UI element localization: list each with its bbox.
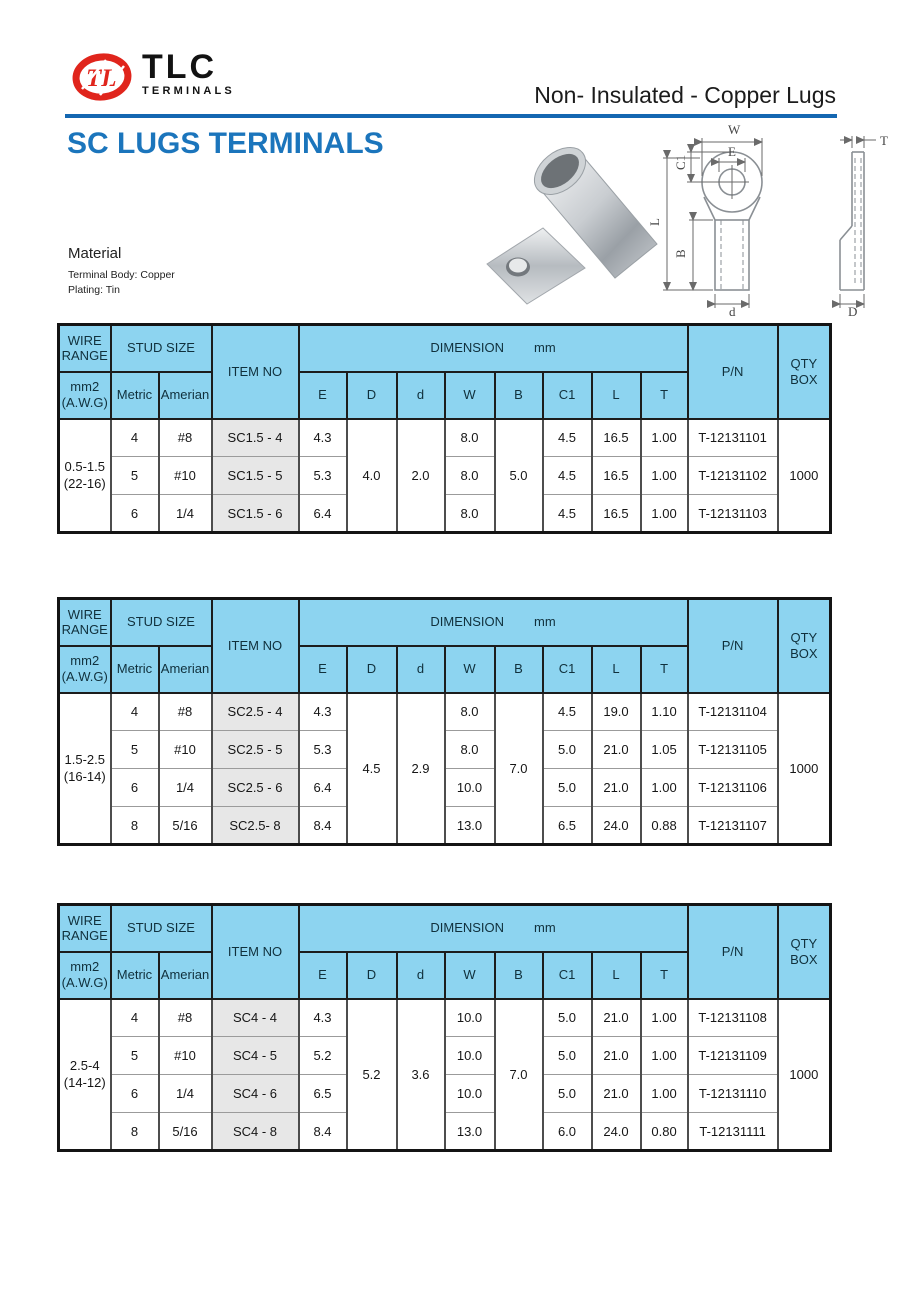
cell-dim-l: 19.0 bbox=[592, 693, 641, 731]
col-dim-w: W bbox=[445, 646, 495, 693]
cell-american: 1/4 bbox=[159, 769, 212, 807]
col-dim-b: B bbox=[495, 952, 543, 999]
col-wire-range: WIRE RANGE bbox=[59, 599, 111, 646]
cell-item-no: SC2.5 - 4 bbox=[212, 693, 299, 731]
cell-dim-w: 10.0 bbox=[445, 999, 495, 1037]
cell-american: #8 bbox=[159, 999, 212, 1037]
product-line-title: Non- Insulated - Copper Lugs bbox=[534, 82, 836, 108]
col-item-no: ITEM NO bbox=[212, 325, 299, 419]
brand-name: TLC bbox=[142, 48, 218, 86]
cell-part-number: T-12131109 bbox=[688, 1037, 778, 1075]
col-metric: Metric bbox=[111, 646, 159, 693]
dim-label-l: L bbox=[647, 218, 662, 226]
col-dim-w: W bbox=[445, 952, 495, 999]
col-american: Amerian bbox=[159, 952, 212, 999]
material-heading: Material bbox=[68, 245, 122, 262]
cell-dim-e: 4.3 bbox=[299, 693, 347, 731]
spec-row bbox=[59, 1037, 831, 1075]
cell-part-number: T-12131101 bbox=[688, 419, 778, 457]
cell-dim-w: 8.0 bbox=[445, 457, 495, 495]
cell-dim-t: 1.00 bbox=[641, 457, 688, 495]
cell-dim-l: 16.5 bbox=[592, 457, 641, 495]
cell-part-number: T-12131102 bbox=[688, 457, 778, 495]
col-item-no: ITEM NO bbox=[212, 599, 299, 693]
cell-qty: 1000 bbox=[778, 693, 831, 845]
spec-row bbox=[59, 769, 831, 807]
cell-dim-d2: 2.0 bbox=[397, 419, 445, 533]
cell-item-no: SC1.5 - 4 bbox=[212, 419, 299, 457]
wire-range-awg: (22-16) bbox=[63, 476, 106, 492]
cell-dim-e: 8.4 bbox=[299, 807, 347, 845]
cell-american: 5/16 bbox=[159, 1113, 212, 1151]
brand-logo bbox=[72, 48, 235, 102]
spec-row bbox=[59, 731, 831, 769]
col-dim-e: E bbox=[299, 952, 347, 999]
spec-row bbox=[59, 693, 831, 731]
cell-dim-e: 5.2 bbox=[299, 1037, 347, 1075]
page-title: SC LUGS TERMINALS bbox=[67, 127, 384, 160]
dim-label-c1: C1 bbox=[673, 154, 688, 170]
cell-item-no: SC1.5 - 6 bbox=[212, 495, 299, 533]
cell-metric: 4 bbox=[111, 693, 159, 731]
cell-dim-b: 7.0 bbox=[495, 999, 543, 1151]
col-dim-d2: d bbox=[397, 952, 445, 999]
dim-label-t: T bbox=[880, 133, 888, 148]
cell-dim-t: 1.05 bbox=[641, 731, 688, 769]
cell-dim-t: 1.00 bbox=[641, 495, 688, 533]
cell-dim-e: 5.3 bbox=[299, 457, 347, 495]
wire-range-wire_range: 2.5-4 bbox=[69, 1058, 100, 1074]
cell-dim-l: 16.5 bbox=[592, 495, 641, 533]
cell-metric: 8 bbox=[111, 807, 159, 845]
cell-dim-d: 4.5 bbox=[347, 693, 397, 845]
material-body: Terminal Body: Copper bbox=[68, 269, 175, 281]
material-plating: Plating: Tin bbox=[68, 284, 120, 296]
cell-metric: 6 bbox=[111, 769, 159, 807]
col-dim-w: W bbox=[445, 372, 495, 419]
wire-range-wire_range: 0.5-1.5 bbox=[64, 459, 105, 475]
cell-metric: 4 bbox=[111, 419, 159, 457]
dim-label-e: E bbox=[728, 144, 736, 159]
col-metric: Metric bbox=[111, 952, 159, 999]
cell-metric: 6 bbox=[111, 495, 159, 533]
cell-item-no: SC4 - 4 bbox=[212, 999, 299, 1037]
col-dim-l: L bbox=[592, 952, 641, 999]
cell-dim-b: 7.0 bbox=[495, 693, 543, 845]
col-dim-c1: C1 bbox=[543, 646, 592, 693]
cell-item-no: SC2.5- 8 bbox=[212, 807, 299, 845]
col-american: Amerian bbox=[159, 646, 212, 693]
cell-item-no: SC4 - 8 bbox=[212, 1113, 299, 1151]
col-dimension: DIMENSION mm bbox=[299, 325, 688, 372]
spec-row bbox=[59, 457, 831, 495]
cell-dim-w: 8.0 bbox=[445, 731, 495, 769]
col-wire-range: WIRE RANGE bbox=[59, 325, 111, 372]
cell-part-number: T-12131103 bbox=[688, 495, 778, 533]
cell-dim-d: 4.0 bbox=[347, 419, 397, 533]
cell-part-number: T-12131104 bbox=[688, 693, 778, 731]
col-pn: P/N bbox=[688, 325, 778, 419]
cell-wire-range bbox=[59, 693, 111, 845]
col-dimension: DIMENSION mm bbox=[299, 905, 688, 952]
cell-american: 1/4 bbox=[159, 1075, 212, 1113]
cell-american: 5/16 bbox=[159, 807, 212, 845]
col-stud-size: STUD SIZE bbox=[111, 905, 212, 952]
cell-dim-c1: 4.5 bbox=[543, 693, 592, 731]
col-item-no: ITEM NO bbox=[212, 905, 299, 999]
col-dim-t: T bbox=[641, 952, 688, 999]
front-view-drawing bbox=[637, 118, 812, 318]
cell-dim-c1: 6.5 bbox=[543, 807, 592, 845]
cell-part-number: T-12131106 bbox=[688, 769, 778, 807]
cell-wire-range bbox=[59, 419, 111, 533]
cell-american: 1/4 bbox=[159, 495, 212, 533]
col-dimension: DIMENSION mm bbox=[299, 599, 688, 646]
col-dim-l: L bbox=[592, 646, 641, 693]
cell-qty: 1000 bbox=[778, 999, 831, 1151]
cell-american: #10 bbox=[159, 1037, 212, 1075]
cell-dim-d2: 2.9 bbox=[397, 693, 445, 845]
col-dim-c1: C1 bbox=[543, 952, 592, 999]
spec-table-sc1-5 bbox=[57, 323, 832, 534]
cell-item-no: SC4 - 6 bbox=[212, 1075, 299, 1113]
material-section bbox=[68, 245, 175, 298]
cell-dim-w: 13.0 bbox=[445, 807, 495, 845]
cell-dim-t: 1.00 bbox=[641, 1075, 688, 1113]
cell-dim-c1: 4.5 bbox=[543, 419, 592, 457]
cell-dim-w: 8.0 bbox=[445, 495, 495, 533]
col-dim-d2: d bbox=[397, 646, 445, 693]
col-dim-d: D bbox=[347, 372, 397, 419]
col-metric: Metric bbox=[111, 372, 159, 419]
cell-dim-d: 5.2 bbox=[347, 999, 397, 1151]
cell-item-no: SC2.5 - 5 bbox=[212, 731, 299, 769]
col-dim-b: B bbox=[495, 372, 543, 419]
cell-dim-c1: 5.0 bbox=[543, 999, 592, 1037]
cell-dim-l: 21.0 bbox=[592, 999, 641, 1037]
cell-part-number: T-12131107 bbox=[688, 807, 778, 845]
cell-american: #8 bbox=[159, 419, 212, 457]
cell-american: #10 bbox=[159, 457, 212, 495]
cell-item-no: SC2.5 - 6 bbox=[212, 769, 299, 807]
col-dim-d2: d bbox=[397, 372, 445, 419]
cell-metric: 5 bbox=[111, 731, 159, 769]
cell-dim-e: 4.3 bbox=[299, 999, 347, 1037]
cell-item-no: SC4 - 5 bbox=[212, 1037, 299, 1075]
col-stud-size: STUD SIZE bbox=[111, 325, 212, 372]
cell-dim-e: 4.3 bbox=[299, 419, 347, 457]
cell-dim-t: 1.10 bbox=[641, 693, 688, 731]
cell-metric: 4 bbox=[111, 999, 159, 1037]
dim-label-d-small: d bbox=[729, 304, 736, 318]
col-stud-size: STUD SIZE bbox=[111, 599, 212, 646]
cell-dim-l: 24.0 bbox=[592, 807, 641, 845]
cell-dim-c1: 5.0 bbox=[543, 1037, 592, 1075]
col-american: Amerian bbox=[159, 372, 212, 419]
cell-metric: 6 bbox=[111, 1075, 159, 1113]
cell-dim-e: 6.4 bbox=[299, 769, 347, 807]
col-dim-e: E bbox=[299, 646, 347, 693]
col-dim-l: L bbox=[592, 372, 641, 419]
col-wire-range: WIRE RANGE bbox=[59, 905, 111, 952]
col-qty-box: QTY BOX bbox=[778, 599, 831, 693]
cell-dim-c1: 4.5 bbox=[543, 495, 592, 533]
cell-part-number: T-12131111 bbox=[688, 1113, 778, 1151]
cell-dim-l: 21.0 bbox=[592, 1037, 641, 1075]
cell-dim-t: 1.00 bbox=[641, 1037, 688, 1075]
cell-dim-c1: 5.0 bbox=[543, 769, 592, 807]
dim-label-w: W bbox=[728, 122, 741, 137]
col-dim-c1: C1 bbox=[543, 372, 592, 419]
cell-metric: 5 bbox=[111, 457, 159, 495]
cell-dim-w: 13.0 bbox=[445, 1113, 495, 1151]
col-dim-t: T bbox=[641, 646, 688, 693]
wire-range-wire_range: 1.5-2.5 bbox=[64, 752, 105, 768]
dim-label-d-big: D bbox=[848, 304, 858, 318]
cell-dim-b: 5.0 bbox=[495, 419, 543, 533]
cell-dim-w: 8.0 bbox=[445, 693, 495, 731]
cell-dim-w: 10.0 bbox=[445, 1037, 495, 1075]
cell-dim-w: 8.0 bbox=[445, 419, 495, 457]
col-qty-box: QTY BOX bbox=[778, 325, 831, 419]
col-dim-e: E bbox=[299, 372, 347, 419]
spec-row bbox=[59, 1113, 831, 1151]
cell-dim-e: 6.5 bbox=[299, 1075, 347, 1113]
spec-row bbox=[59, 1075, 831, 1113]
cell-dim-w: 10.0 bbox=[445, 1075, 495, 1113]
cell-dim-w: 10.0 bbox=[445, 769, 495, 807]
cell-part-number: T-12131110 bbox=[688, 1075, 778, 1113]
cell-metric: 8 bbox=[111, 1113, 159, 1151]
cell-dim-t: 1.00 bbox=[641, 769, 688, 807]
cell-dim-t: 1.00 bbox=[641, 999, 688, 1037]
cell-metric: 5 bbox=[111, 1037, 159, 1075]
col-pn: P/N bbox=[688, 599, 778, 693]
spec-row bbox=[59, 495, 831, 533]
cell-qty: 1000 bbox=[778, 419, 831, 533]
cell-dim-c1: 5.0 bbox=[543, 731, 592, 769]
side-view-drawing bbox=[812, 118, 897, 318]
cell-american: #10 bbox=[159, 731, 212, 769]
col-wire-sub: mm2 (A.W.G) bbox=[59, 372, 111, 419]
cell-dim-l: 21.0 bbox=[592, 769, 641, 807]
cell-dim-l: 24.0 bbox=[592, 1113, 641, 1151]
cell-dim-d2: 3.6 bbox=[397, 999, 445, 1151]
cell-dim-e: 8.4 bbox=[299, 1113, 347, 1151]
cell-american: #8 bbox=[159, 693, 212, 731]
cell-part-number: T-12131105 bbox=[688, 731, 778, 769]
cell-wire-range bbox=[59, 999, 111, 1151]
cell-dim-l: 21.0 bbox=[592, 1075, 641, 1113]
col-dim-d: D bbox=[347, 646, 397, 693]
cell-dim-c1: 6.0 bbox=[543, 1113, 592, 1151]
cell-dim-l: 16.5 bbox=[592, 419, 641, 457]
cell-dim-e: 5.3 bbox=[299, 731, 347, 769]
wire-range-awg: (14-12) bbox=[63, 1075, 106, 1091]
cell-dim-t: 0.80 bbox=[641, 1113, 688, 1151]
col-qty-box: QTY BOX bbox=[778, 905, 831, 999]
brand-subtitle: TERMINALS bbox=[142, 85, 235, 97]
col-dim-d: D bbox=[347, 952, 397, 999]
spec-row bbox=[59, 419, 831, 457]
spec-table-sc2-5 bbox=[57, 597, 832, 846]
svg-text:TL: TL bbox=[86, 65, 117, 92]
col-dim-t: T bbox=[641, 372, 688, 419]
spec-row bbox=[59, 807, 831, 845]
col-pn: P/N bbox=[688, 905, 778, 999]
spec-table-sc4 bbox=[57, 903, 832, 1152]
cell-dim-c1: 5.0 bbox=[543, 1075, 592, 1113]
cell-dim-c1: 4.5 bbox=[543, 457, 592, 495]
wire-range-awg: (16-14) bbox=[63, 769, 106, 785]
cell-part-number: T-12131108 bbox=[688, 999, 778, 1037]
col-wire-sub: mm2 (A.W.G) bbox=[59, 646, 111, 693]
cell-item-no: SC1.5 - 5 bbox=[212, 457, 299, 495]
col-wire-sub: mm2 (A.W.G) bbox=[59, 952, 111, 999]
cell-dim-l: 21.0 bbox=[592, 731, 641, 769]
cell-dim-t: 1.00 bbox=[641, 419, 688, 457]
cell-dim-e: 6.4 bbox=[299, 495, 347, 533]
tlc-logo-icon bbox=[72, 52, 134, 102]
col-dim-b: B bbox=[495, 646, 543, 693]
cell-dim-t: 0.88 bbox=[641, 807, 688, 845]
dim-label-b-small: B bbox=[673, 249, 688, 258]
spec-row bbox=[59, 999, 831, 1037]
